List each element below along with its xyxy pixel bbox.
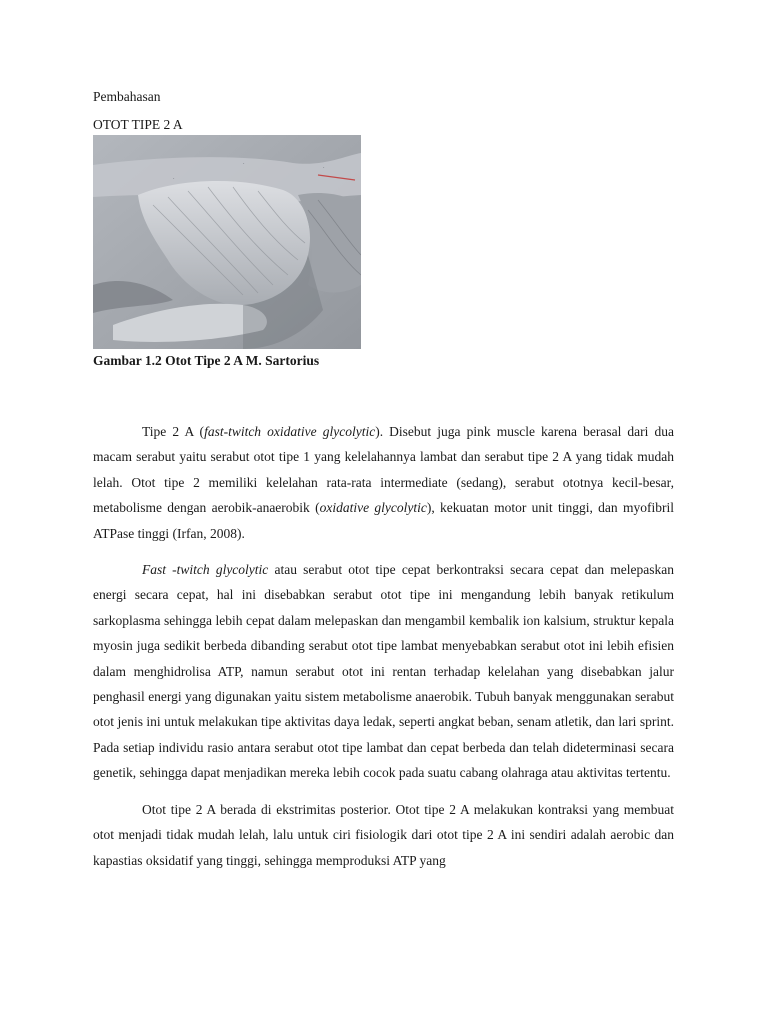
body-text — [93, 419, 674, 884]
p1-text-b: ). Disebut juga pink muscle karena berasal dari dua macam serabut yaitu serabut otot tipe 1 yang kelelahannya lambat dan serabut tipe 2 A yang tidak mudah lelah. Otot tipe 2 memiliki kelelahan rata-rata intermediate (sedang), serabut ototnya kecil-besar, metabolisme dengan aerobik-anaerobik ( — [93, 424, 674, 516]
p3-text: Otot tipe 2 A berada di ekstrimitas posterior. Otot tipe 2 A melakukan kontraksi yang membuat otot menjadi tidak mudah lelah, lalu untuk ciri fisiologik dari otot tipe 2 A ini sendiri adalah aerobic dan kapastias oksidatif yang tinggi, sehingga memproduksi ATP yang — [93, 801, 674, 868]
svg-text:·: · — [323, 165, 325, 171]
paragraph-1 — [93, 419, 674, 546]
p2-italic-term: Fast -twitch glycolytic — [142, 562, 269, 578]
svg-text:·: · — [243, 161, 245, 167]
section-title: OTOT TIPE 2 A — [93, 117, 183, 132]
muscle-illustration — [93, 135, 361, 349]
paragraph-2 — [93, 557, 674, 786]
p2-text: atau serabut otot tipe cepat berkontraksi secara cepat dan melepaskan energi secara cepat, hal ini disebabkan serabut otot tipe ini mengandung lebih banyak retikulum sarkoplasma sehingga lebih cepat dalam melepaskan dan mengambil kembalik ion kalsium, struktur kepala myosin juga sedikit berbeda dibanding serabut otot tipe lambat menyebabkan serabut otot ini lebih efisien dalam menghidrolisa ATP, namun serabut otot ini rentan terhadap kelelahan yang disebabkan jalur penghasil energi yang digunakan yaitu sistem metabolisme anaerobik. Tubuh banyak menggunakan serabut otot jenis ini untuk melakukan tipe aktivitas daya ledak, seperti angkat beban, senam atletik, dan lari sprint. Pada setiap individu rasio antara serabut otot tipe lambat dan cepat berbeda dan telah dideterminasi secara genetik, sehingga dapat menjadikan mereka lebih cocok pada suatu cabang olahraga atau aktivitas tertentu. — [93, 562, 674, 781]
p1-text-c: ), kekuatan motor unit tinggi, dan myofibril ATPase tinggi (Irfan, 2008). — [93, 500, 674, 541]
p1-italic-term-2: oxidative glycolytic — [319, 500, 427, 516]
p1-italic-term: fast-twitch oxidative glycolytic — [204, 424, 376, 439]
muscle-figure — [93, 135, 361, 349]
section-label: Pembahasan — [93, 89, 161, 104]
svg-text:·: · — [173, 176, 175, 182]
paragraph-3 — [93, 797, 674, 873]
p1-text-a: Tipe 2 A ( — [142, 424, 205, 439]
figure-caption: Gambar 1.2 Otot Tipe 2 A M. Sartorius — [93, 353, 320, 368]
